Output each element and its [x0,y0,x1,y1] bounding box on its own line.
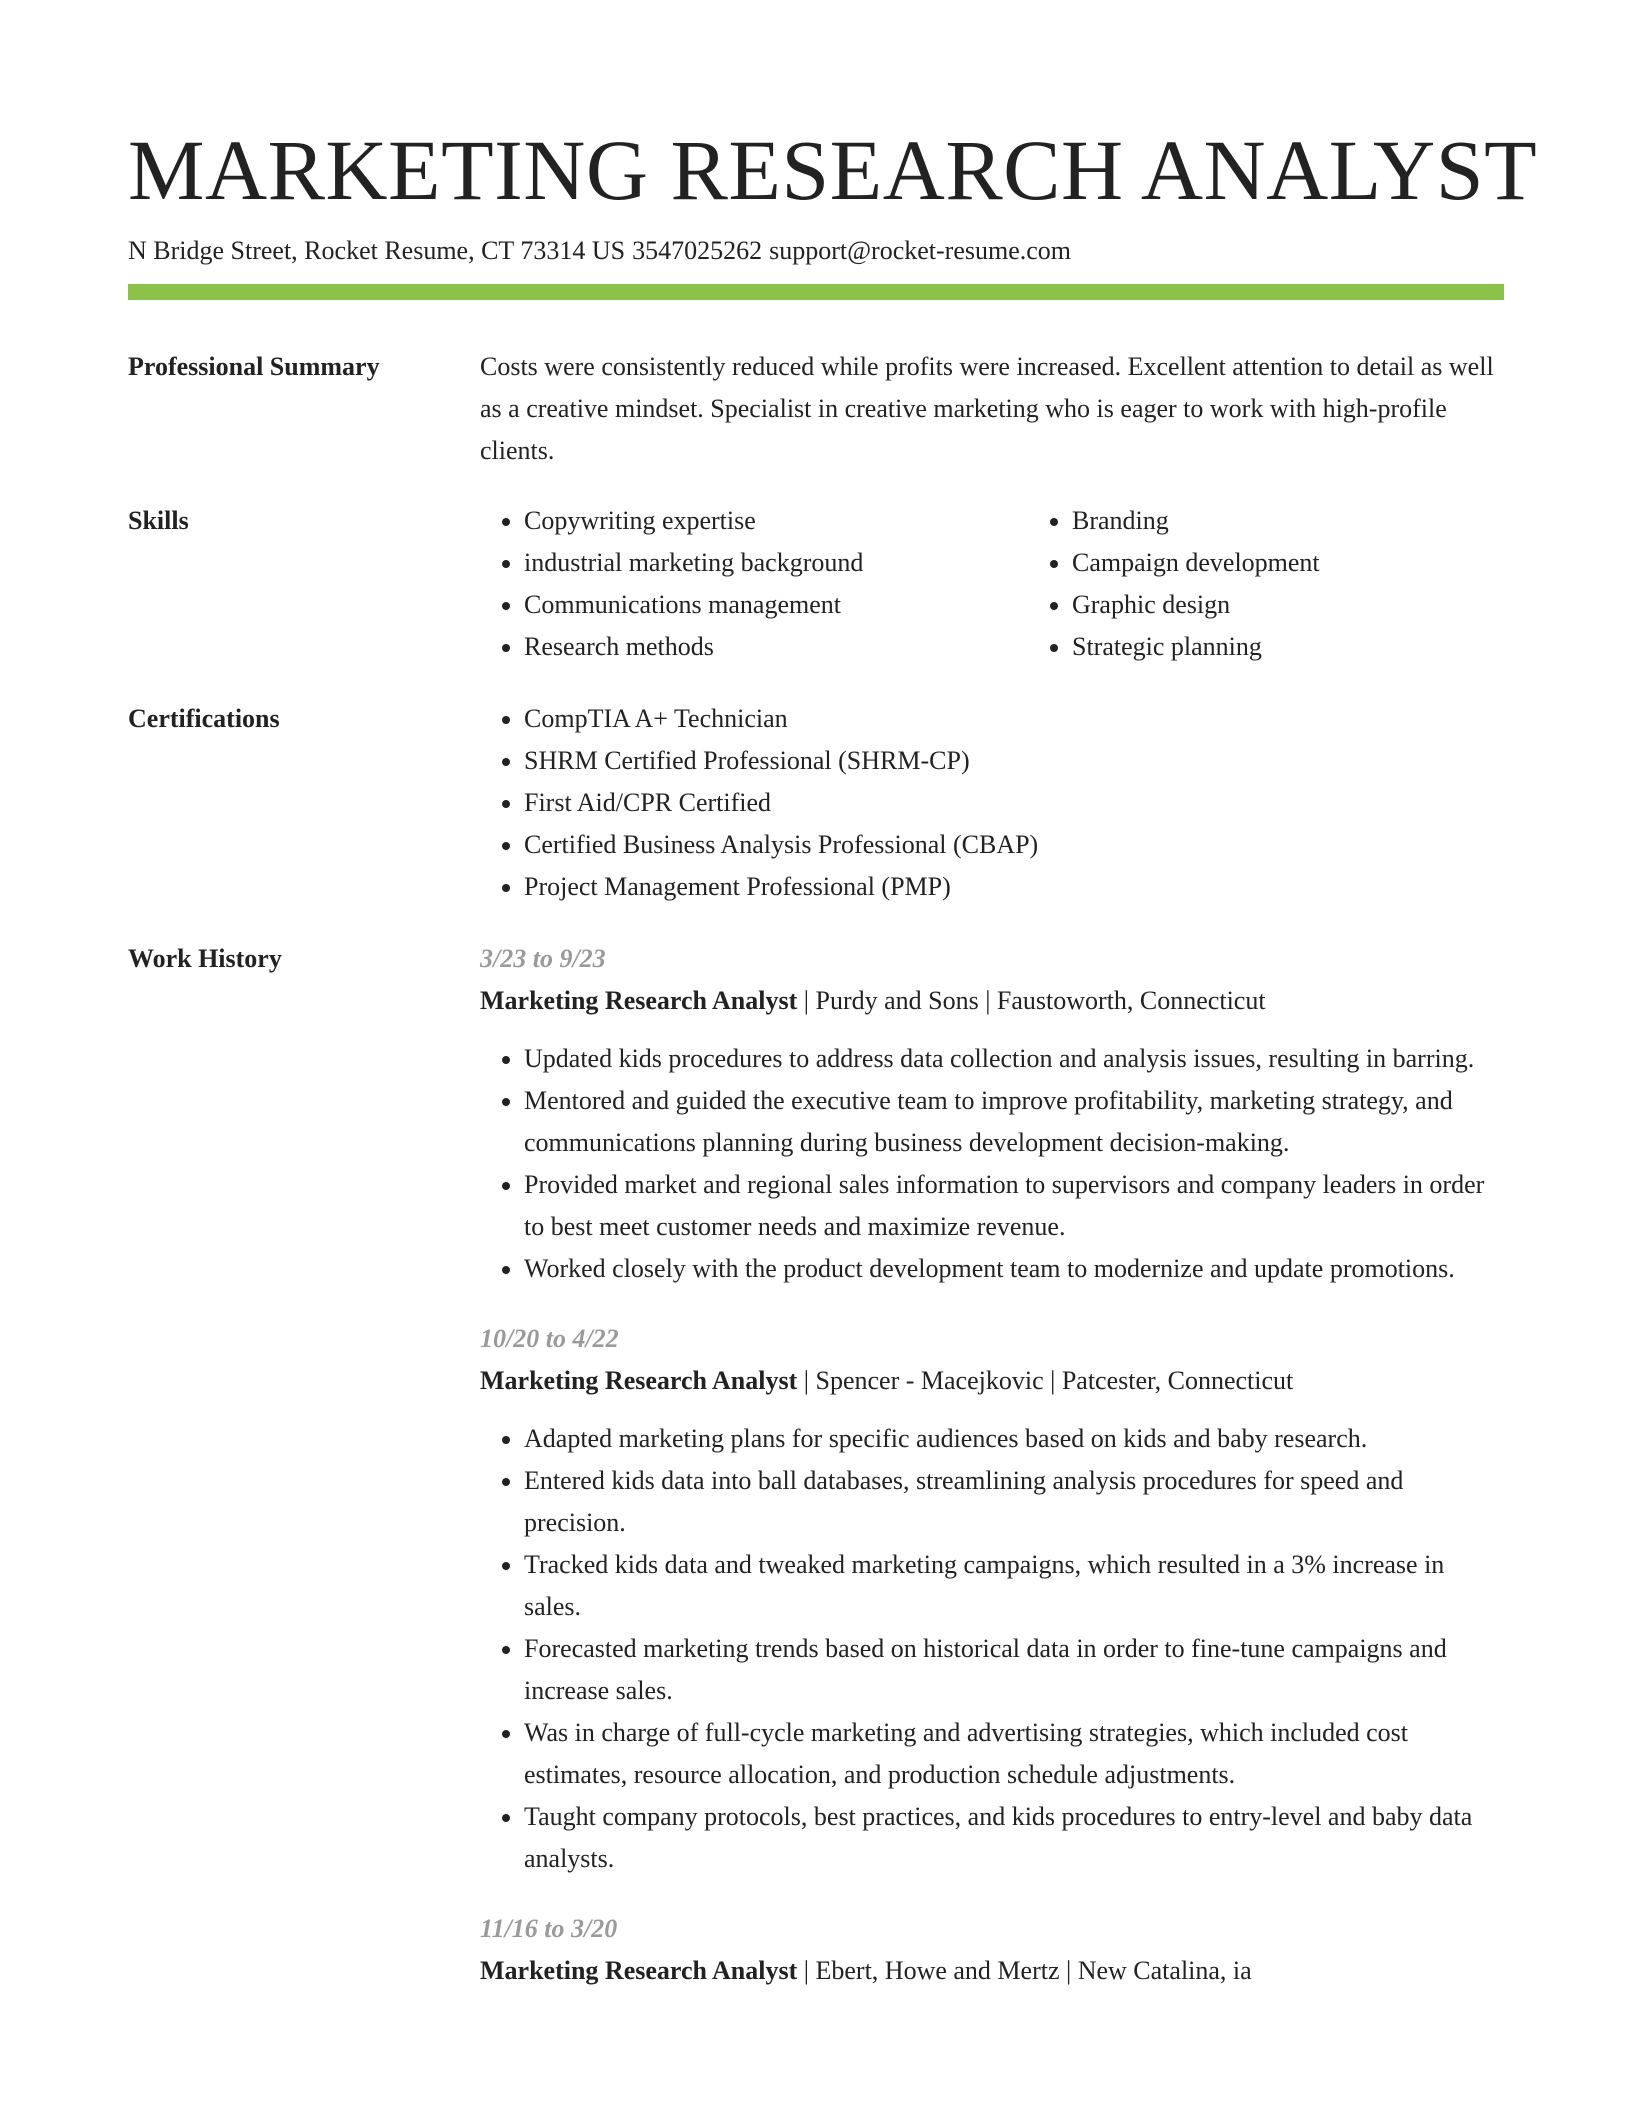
job-heading [480,1950,1504,1992]
list-item: • Provided market and regional sales information to supervisors and company leaders in order to best meet customer needs and maximize revenue. [524,1164,1504,1248]
job-dates: 11/16 to 3/20 [480,1914,618,1943]
list-item: • Campaign development [1072,542,1320,584]
job-bullets [480,1418,1504,1880]
list-item: • SHRM Certified Professional (SHRM-CP) [524,740,1504,782]
job-title: Marketing Research Analyst [480,986,798,1015]
accent-divider [128,284,1504,300]
list-item: • Certified Business Analysis Professional (CBAP) [524,824,1504,866]
list-item: • Research methods [524,626,1028,668]
skills-section [128,500,1504,668]
job-details: | Ebert, Howe and Mertz | New Catalina, ia [797,1956,1252,1985]
job-dates: 3/23 to 9/23 [480,944,606,973]
job-details: | Spencer - Macejkovic | Patcester, Connecticut [797,1366,1294,1395]
job-entry [480,938,1504,1290]
list-item: • CompTIA A+ Technician [524,698,1504,740]
section-label-summary: Professional Summary [128,352,380,381]
list-item: • Branding [1072,500,1320,542]
work-history-section [128,938,1504,1992]
list-item: • Was in charge of full-cycle marketing and advertising strategies, which included cost estimates, resource allocation, and production schedule adjustments. [524,1712,1504,1796]
job-title: Marketing Research Analyst [480,1366,798,1395]
list-item: • Taught company protocols, best practices, and kids procedures to entry-level and baby data analysts. [524,1796,1504,1880]
job-heading [480,980,1504,1022]
contact-line [128,234,1504,268]
contact-phone: 3547025262 [632,236,763,265]
summary-text: Costs were consistently reduced while profits were increased. Excellent attention to detail as well as a creative mindset. Specialist in creative marketing who is eager to work with high-profile clients. [480,352,1494,465]
list-item: • Graphic design [1072,584,1320,626]
certifications-section [128,698,1504,908]
job-entry [480,1318,1504,1880]
skills-list-left [480,500,1028,668]
list-item: • Mentored and guided the executive team to improve profitability, marketing strategy, and communications planning during business development decision-making. [524,1080,1504,1164]
list-item: • Forecasted marketing trends based on historical data in order to fine-tune campaigns and increase sales. [524,1628,1504,1712]
list-item: • First Aid/CPR Certified [524,782,1504,824]
list-item: • industrial marketing background [524,542,1028,584]
list-item: • Entered kids data into ball databases, streamlining analysis procedures for speed and precision. [524,1460,1504,1544]
job-heading [480,1360,1504,1402]
certifications-list [480,698,1504,908]
job-bullets [480,1038,1504,1290]
list-item: • Copywriting expertise [524,500,1028,542]
list-item: • Adapted marketing plans for specific audiences based on kids and baby research. [524,1418,1504,1460]
resume-name: MARKETING RESEARCH ANALYST [128,122,1538,218]
job-dates: 10/20 to 4/22 [480,1324,619,1353]
section-label-certifications: Certifications [128,704,280,733]
list-item: • Communications management [524,584,1028,626]
job-title: Marketing Research Analyst [480,1956,798,1985]
contact-address: N Bridge Street, Rocket Resume, CT 73314 US [128,236,626,265]
list-item: • Updated kids procedures to address data collection and analysis issues, resulting in barring. [524,1038,1504,1080]
contact-email: support@rocket-resume.com [769,236,1072,265]
resume-page [128,118,1538,1992]
section-label-work-history: Work History [128,944,282,973]
list-item: • Project Management Professional (PMP) [524,866,1504,908]
list-item: • Tracked kids data and tweaked marketing campaigns, which resulted in a 3% increase in sales. [524,1544,1504,1628]
list-item: • Strategic planning [1072,626,1320,668]
job-entry [480,1908,1504,1992]
section-label-skills: Skills [128,506,189,535]
skills-list-right [1028,500,1320,668]
summary-section [128,346,1504,472]
job-details: | Purdy and Sons | Faustoworth, Connecticut [797,986,1266,1015]
list-item: • Worked closely with the product development team to modernize and update promotions. [524,1248,1504,1290]
